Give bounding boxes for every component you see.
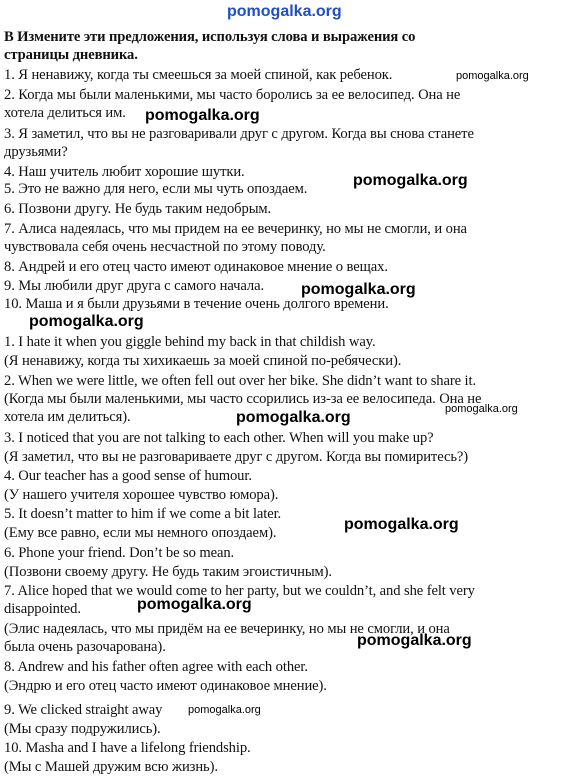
sentence-1: 1. Я ненавижу, когда ты смеешься за моей спиной, как ребенок. (4, 67, 393, 83)
answer-5-translation: (Ему все равно, если мы немного опоздаем). (4, 525, 277, 541)
watermark: pomogalka.org (137, 596, 252, 613)
answer-4-translation: (У нашего учителя хорошее чувство юмора). (4, 487, 279, 503)
task-title: B Измените эти предложения, используя слова и выражения со (4, 29, 416, 45)
sentence-6: 6. Позвони другу. Не будь таким недобрым. (4, 201, 272, 217)
sentence-10: 10. Маша и я были друзьями в течение очень долгого времени. (4, 296, 389, 312)
sentence-2-cont: хотела делиться им. (4, 105, 126, 121)
answer-6-translation: (Позвони своему другу. Не будь таким эгоистичным). (4, 564, 332, 580)
header-watermark: pomogalka.org (227, 3, 342, 20)
answer-8: 8. Andrew and his father often agree with each other. (4, 659, 308, 675)
answer-4: 4. Our teacher has a good sense of humour. (4, 468, 252, 484)
sentence-5: 5. Это не важно для него, если мы чуть опоздаем. (4, 181, 308, 197)
answer-2-translation-cont: хотела им делиться). (4, 409, 131, 425)
answer-8-translation: (Эндрю и его отец часто имеют одинаковое мнение). (4, 678, 327, 694)
task-title-cont: страницы дневника. (4, 47, 138, 63)
sentence-9: 9. Мы любили друг друга с самого начала. (4, 278, 264, 294)
answer-7-translation: (Элис надеялась, что мы придём на ее вечеринку, но мы не смогли, и она (4, 621, 450, 637)
watermark: pomogalka.org (29, 313, 144, 330)
watermark: pomogalka.org (445, 403, 518, 415)
answer-7-cont: disappointed. (4, 601, 81, 617)
answer-9: 9. We clicked straight away (4, 702, 163, 718)
answer-10: 10. Masha and I have a lifelong friendship. (4, 740, 251, 756)
watermark: pomogalka.org (236, 409, 351, 426)
watermark: pomogalka.org (344, 516, 459, 533)
answer-3: 3. I noticed that you are not talking to each other. When will you make up? (4, 430, 434, 446)
answer-5: 5. It doesn’t matter to him if we come a bit later. (4, 506, 282, 522)
sentence-7-cont: чувствовала себя очень несчастной по этому поводу. (4, 239, 326, 255)
answer-7: 7. Alice hoped that we would come to her party, but we couldn’t, and she felt very (4, 583, 475, 599)
sentence-3-cont: друзьями? (4, 144, 68, 160)
answer-1-translation: (Я ненавижу, когда ты хихикаешь за моей спиной по-ребячески). (4, 353, 402, 369)
watermark: pomogalka.org (145, 107, 260, 124)
answer-6: 6. Phone your friend. Don’t be so mean. (4, 545, 235, 561)
sentence-7: 7. Алиса надеялась, что мы придем на ее вечеринку, но мы не смогли, и она (4, 221, 467, 237)
sentence-2: 2. Когда мы были маленькими, мы часто боролись за ее велосипед. Она не (4, 87, 461, 103)
watermark: pomogalka.org (456, 70, 529, 82)
answer-2-translation: (Когда мы были маленькими, мы часто ссорились из-за ее велосипеда. Она не (4, 391, 482, 407)
answer-3-translation: (Я заметил, что вы не разговариваете друг с другом. Когда вы помиритесь?) (4, 449, 469, 465)
answer-9-translation: (Мы сразу подружились). (4, 721, 161, 737)
sentence-3: 3. Я заметил, что вы не разговаривали друг с другом. Когда вы снова станете (4, 126, 474, 142)
answer-2: 2. When we were little, we often fell out over her bike. She didn’t want to share it. (4, 373, 477, 389)
sentence-4: 4. Наш учитель любит хорошие шутки. (4, 164, 245, 180)
sentence-8: 8. Андрей и его отец часто имеют одинаковое мнение о вещах. (4, 259, 388, 275)
answer-7-translation-cont: была очень разочарована). (4, 639, 166, 655)
answer-10-translation: (Мы с Машей дружим всю жизнь). (4, 759, 218, 775)
watermark: pomogalka.org (353, 172, 468, 189)
watermark: pomogalka.org (301, 281, 416, 298)
watermark: pomogalka.org (188, 704, 261, 716)
watermark: pomogalka.org (357, 632, 472, 649)
answer-1: 1. I hate it when you giggle behind my back in that childish way. (4, 334, 376, 350)
